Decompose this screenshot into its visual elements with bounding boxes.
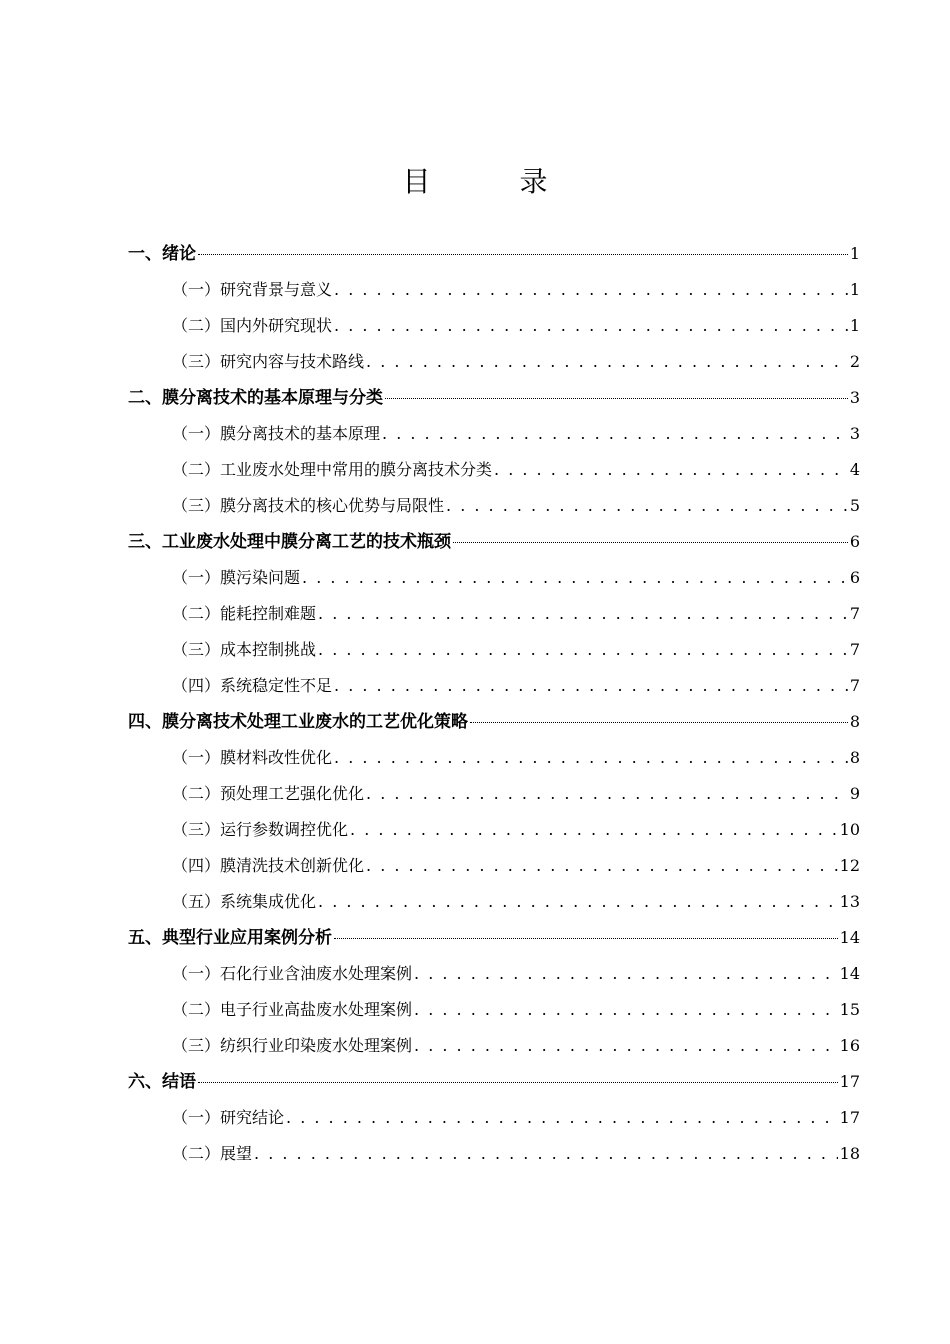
toc-dot-leader: [318, 884, 838, 920]
toc-chapter-entry[interactable]: [128, 524, 860, 560]
toc-chapter-entry[interactable]: [128, 920, 860, 956]
toc-entry-title: （三）成本控制挑战: [172, 640, 317, 659]
toc-dot-leader: [494, 452, 848, 488]
toc-page-number: 8: [849, 712, 860, 731]
toc-entry-title: 五、典型行业应用案例分析: [128, 928, 332, 948]
toc-page-number: 7: [849, 604, 860, 623]
toc-chapter-entry[interactable]: [128, 1064, 860, 1100]
toc-dot-leader: [470, 722, 848, 723]
toc-section-entry[interactable]: [128, 560, 860, 596]
toc-section-entry[interactable]: [128, 1028, 860, 1064]
toc-entry-title: （一）膜污染问题: [172, 568, 301, 587]
toc-dot-leader: [334, 308, 848, 344]
toc-dot-leader: [446, 488, 848, 524]
toc-dot-leader: [286, 1100, 838, 1136]
toc-dot-leader: [366, 344, 848, 380]
toc-page-number: 6: [849, 568, 860, 587]
toc-entry-title: （一）研究结论: [172, 1108, 285, 1127]
toc-section-entry[interactable]: [128, 416, 860, 452]
toc-section-entry[interactable]: [128, 452, 860, 488]
toc-section-entry[interactable]: [128, 488, 860, 524]
toc-dot-leader: [198, 254, 848, 255]
toc-entry-title: 四、膜分离技术处理工业废水的工艺优化策略: [128, 712, 468, 732]
toc-page-number: 18: [839, 1144, 860, 1163]
toc-page-number: 10: [839, 820, 860, 839]
toc-dot-leader: [414, 1028, 838, 1064]
toc-section-entry[interactable]: [128, 596, 860, 632]
table-of-contents: [128, 236, 860, 1172]
toc-entry-title: （五）系统集成优化: [172, 892, 317, 911]
toc-entry-title: （二）能耗控制难题: [172, 604, 317, 623]
toc-entry-title: 二、膜分离技术的基本原理与分类: [128, 388, 383, 408]
toc-page-number: 1: [849, 280, 860, 299]
toc-entry-title: （二）电子行业高盐废水处理案例: [172, 1000, 413, 1019]
toc-page-number: 5: [849, 496, 860, 515]
toc-dot-leader: [318, 596, 848, 632]
toc-page-number: 9: [849, 784, 860, 803]
toc-section-entry[interactable]: [128, 776, 860, 812]
toc-page-number: 15: [839, 1000, 860, 1019]
toc-page-number: 16: [839, 1036, 860, 1055]
toc-entry-title: 六、结语: [128, 1072, 196, 1092]
toc-dot-leader: [382, 416, 848, 452]
toc-dot-leader: [414, 992, 838, 1028]
toc-entry-title: （一）膜分离技术的基本原理: [172, 424, 381, 443]
toc-entry-title: 三、工业废水处理中膜分离工艺的技术瓶颈: [128, 532, 451, 552]
toc-dot-leader: [366, 776, 848, 812]
toc-chapter-entry[interactable]: [128, 380, 860, 416]
toc-section-entry[interactable]: [128, 344, 860, 380]
toc-entry-title: （三）膜分离技术的核心优势与局限性: [172, 496, 445, 515]
toc-dot-leader: [302, 560, 848, 596]
toc-dot-leader: [334, 938, 838, 939]
toc-dot-leader: [334, 272, 848, 308]
toc-section-entry[interactable]: [128, 956, 860, 992]
toc-section-entry[interactable]: [128, 1100, 860, 1136]
toc-entry-title: （二）预处理工艺强化优化: [172, 784, 365, 803]
toc-section-entry[interactable]: [128, 272, 860, 308]
toc-dot-leader: [334, 740, 848, 776]
toc-page-number: 3: [849, 424, 860, 443]
toc-section-entry[interactable]: [128, 668, 860, 704]
toc-page-number: 1: [849, 316, 860, 335]
toc-page-number: 13: [839, 892, 860, 911]
toc-section-entry[interactable]: [128, 1136, 860, 1172]
toc-section-entry[interactable]: [128, 632, 860, 668]
toc-page-number: 1: [849, 244, 860, 263]
toc-entry-title: （一）膜材料改性优化: [172, 748, 333, 767]
toc-dot-leader: [198, 1082, 838, 1083]
toc-dot-leader: [366, 848, 838, 884]
toc-section-entry[interactable]: [128, 848, 860, 884]
toc-entry-title: （四）膜清洗技术创新优化: [172, 856, 365, 875]
toc-entry-title: （四）系统稳定性不足: [172, 676, 333, 695]
toc-entry-title: （二）展望: [172, 1144, 253, 1163]
toc-page-number: 7: [849, 640, 860, 659]
toc-chapter-entry[interactable]: [128, 236, 860, 272]
toc-entry-title: （一）研究背景与意义: [172, 280, 333, 299]
toc-dot-leader: [453, 542, 848, 543]
toc-dot-leader: [385, 398, 848, 399]
toc-page-number: 7: [849, 676, 860, 695]
toc-page-number: 2: [849, 352, 860, 371]
toc-entry-title: 一、绪论: [128, 244, 196, 264]
toc-dot-leader: [254, 1136, 838, 1172]
toc-entry-title: （三）运行参数调控优化: [172, 820, 349, 839]
toc-dot-leader: [334, 668, 848, 704]
toc-section-entry[interactable]: [128, 992, 860, 1028]
toc-dot-leader: [414, 956, 838, 992]
toc-dot-leader: [350, 812, 838, 848]
toc-section-entry[interactable]: [128, 740, 860, 776]
toc-section-entry[interactable]: [128, 812, 860, 848]
toc-page-number: 8: [849, 748, 860, 767]
toc-page-number: 3: [849, 388, 860, 407]
toc-page-number: 14: [839, 928, 860, 947]
toc-page-number: 17: [839, 1108, 860, 1127]
toc-page-number: 4: [849, 460, 860, 479]
toc-section-entry[interactable]: [128, 308, 860, 344]
toc-entry-title: （三）研究内容与技术路线: [172, 352, 365, 371]
toc-chapter-entry[interactable]: [128, 704, 860, 740]
toc-page-number: 12: [839, 856, 860, 875]
toc-section-entry[interactable]: [128, 884, 860, 920]
toc-entry-title: （三）纺织行业印染废水处理案例: [172, 1036, 413, 1055]
toc-page-number: 17: [839, 1072, 860, 1091]
toc-entry-title: （二）国内外研究现状: [172, 316, 333, 335]
toc-page-number: 14: [839, 964, 860, 983]
toc-entry-title: （一）石化行业含油废水处理案例: [172, 964, 413, 983]
page-title: 目 录: [402, 165, 588, 198]
toc-page-number: 6: [849, 532, 860, 551]
toc-entry-title: （二）工业废水处理中常用的膜分离技术分类: [172, 460, 493, 479]
toc-dot-leader: [318, 632, 848, 668]
